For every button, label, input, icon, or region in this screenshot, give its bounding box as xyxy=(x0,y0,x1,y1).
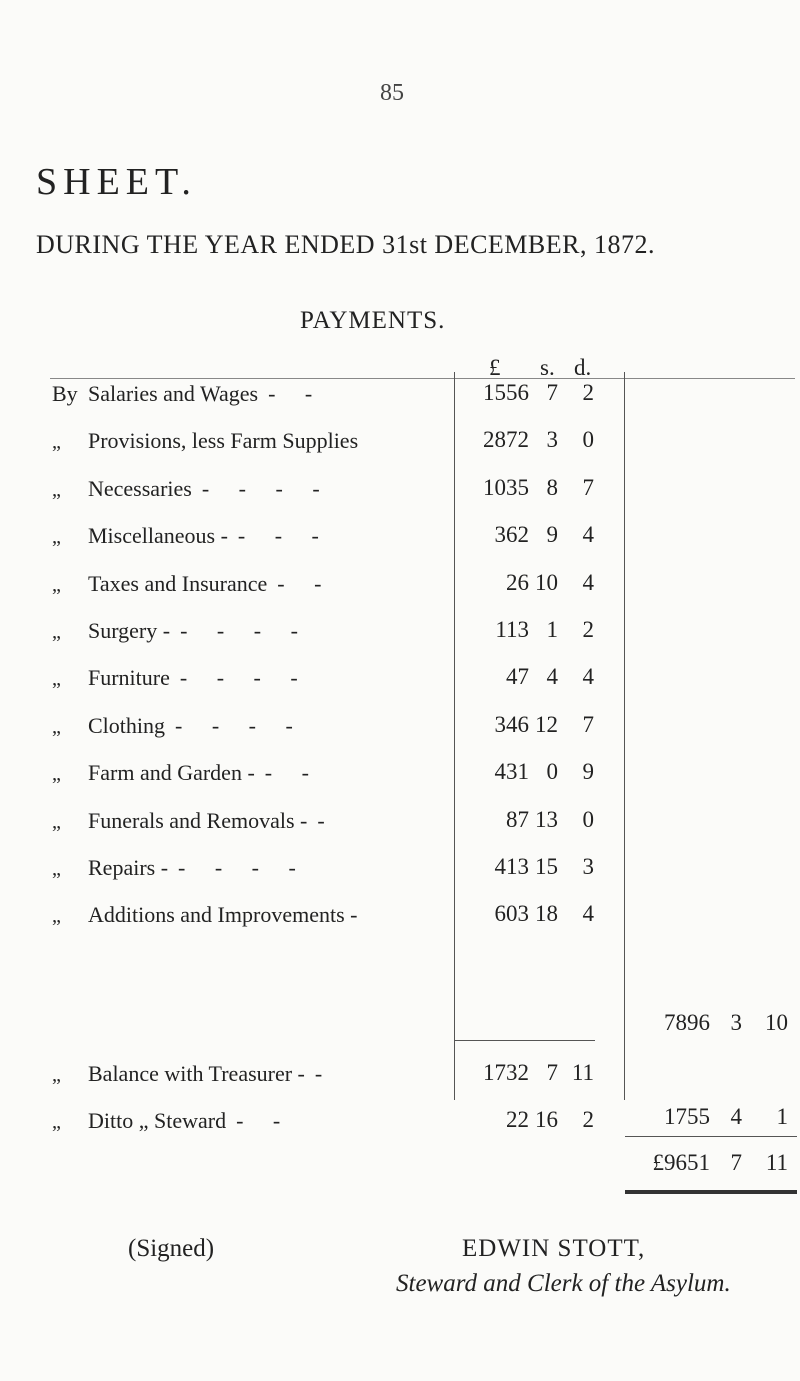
row-prefix: „ xyxy=(52,574,61,596)
row-description: Repairs - xyxy=(88,855,169,880)
row-description: Clothing xyxy=(88,713,166,738)
row-pounds: 22 xyxy=(506,1107,529,1132)
payment-row-label xyxy=(52,665,310,691)
column-divider-right xyxy=(624,372,625,1100)
row-shillings: 7 xyxy=(546,1060,558,1085)
row-pence: 4 xyxy=(582,901,594,926)
subtotal-payments-pounds: 7896 xyxy=(664,1010,710,1035)
grand-total-shillings: 7 xyxy=(730,1150,742,1175)
header-pounds: £ xyxy=(489,355,501,380)
row-pounds: 26 xyxy=(506,570,529,595)
row-pence: 4 xyxy=(582,570,594,595)
row-pounds: 1732 xyxy=(483,1060,529,1085)
row-leader: - - xyxy=(236,1108,293,1133)
page-number: 85 xyxy=(380,80,404,106)
row-prefix: „ xyxy=(52,479,61,501)
row-shillings: 16 xyxy=(535,1107,558,1132)
row-shillings: 3 xyxy=(546,427,558,452)
subtotal-payments-shillings: 3 xyxy=(730,1010,742,1035)
row-pounds: 87 xyxy=(506,807,529,832)
row-pounds: 47 xyxy=(506,664,529,689)
row-prefix: „ xyxy=(52,1064,61,1086)
grand-total-pounds: £9651 xyxy=(652,1150,710,1175)
row-pounds: 413 xyxy=(494,854,529,879)
subtotal-balances-pence: 1 xyxy=(776,1104,788,1129)
row-leader: - - - - xyxy=(179,665,310,690)
row-pence: 2 xyxy=(582,1107,594,1132)
payment-row-label xyxy=(52,381,324,407)
row-leader: - - xyxy=(277,571,334,596)
row-leader: - - - - xyxy=(201,476,332,501)
row-prefix: „ xyxy=(52,621,61,643)
row-shillings: 1 xyxy=(546,617,558,642)
row-leader: - - xyxy=(268,381,325,406)
row-prefix: „ xyxy=(52,811,61,833)
row-pounds: 1035 xyxy=(483,475,529,500)
row-shillings: 10 xyxy=(535,570,558,595)
row-leader: - - - xyxy=(237,523,331,548)
row-shillings: 13 xyxy=(535,807,558,832)
total-top-rule xyxy=(625,1136,797,1137)
signatory-title: Steward and Clerk of the Asylum. xyxy=(396,1270,731,1297)
row-shillings: 12 xyxy=(535,712,558,737)
row-pence: 7 xyxy=(582,475,594,500)
sheet-title: SHEET. xyxy=(36,161,197,203)
row-shillings: 4 xyxy=(546,664,558,689)
row-pence: 0 xyxy=(582,427,594,452)
balance-row-label xyxy=(52,1061,334,1087)
row-prefix: „ xyxy=(52,716,61,738)
signatory-name: EDWIN STOTT, xyxy=(462,1235,646,1262)
row-shillings: 7 xyxy=(546,380,558,405)
row-pounds: 431 xyxy=(494,759,529,784)
payment-row-label xyxy=(52,808,337,834)
total-double-rule xyxy=(625,1190,797,1194)
row-pounds: 2872 xyxy=(483,427,529,452)
section-title: PAYMENTS. xyxy=(300,307,446,334)
row-pence: 2 xyxy=(582,617,594,642)
row-leader: - xyxy=(314,1061,335,1086)
table-top-rule xyxy=(50,378,795,379)
row-description: Surgery - xyxy=(88,618,171,643)
payment-row-label xyxy=(52,476,332,502)
row-description: Miscellaneous - xyxy=(88,523,228,548)
subtotal-payments-pence: 10 xyxy=(765,1010,788,1035)
row-prefix: By xyxy=(52,381,78,406)
row-leader: - - - - xyxy=(175,713,305,738)
row-pence: 9 xyxy=(582,759,594,784)
row-prefix: „ xyxy=(52,526,61,548)
row-prefix: „ xyxy=(52,1111,61,1133)
row-leader: - - - - xyxy=(180,618,310,643)
subtitle: DURING THE YEAR ENDED 31st DECEMBER, 1872. xyxy=(36,230,655,259)
row-shillings: 15 xyxy=(535,854,558,879)
header-pence: d. xyxy=(574,355,592,380)
row-pounds: 346 xyxy=(494,712,529,737)
row-description: Provisions, less Farm Supplies xyxy=(88,428,359,453)
row-prefix: „ xyxy=(52,431,61,453)
grand-total-pence: 11 xyxy=(765,1150,788,1175)
row-pence: 3 xyxy=(582,854,594,879)
row-description: Necessaries xyxy=(88,476,192,501)
row-pounds: 1556 xyxy=(483,380,529,405)
column-divider-left xyxy=(454,372,455,1100)
row-shillings: 8 xyxy=(546,475,558,500)
row-description: Balance with Treasurer - xyxy=(88,1061,305,1086)
row-description: Taxes and Insurance xyxy=(88,571,268,596)
row-pence: 7 xyxy=(582,712,594,737)
row-pence: 0 xyxy=(582,807,594,832)
row-leader: - xyxy=(317,808,337,833)
payment-row-label xyxy=(52,855,308,881)
signed-label: (Signed) xyxy=(128,1235,215,1262)
row-pounds: 362 xyxy=(494,522,529,547)
payment-row-label xyxy=(52,523,331,549)
payment-row-label xyxy=(52,571,333,597)
row-prefix: „ xyxy=(52,858,61,880)
payment-row-label xyxy=(52,902,367,928)
row-description: Farm and Garden - xyxy=(88,760,255,785)
subtotal-rule xyxy=(455,1040,595,1041)
payment-row-label xyxy=(52,760,321,786)
row-description: Ditto „ Steward xyxy=(88,1108,227,1133)
payment-row-label xyxy=(52,428,368,454)
row-description: Salaries and Wages xyxy=(88,381,259,406)
header-shillings: s. xyxy=(540,355,555,380)
row-prefix: „ xyxy=(52,668,61,690)
row-prefix: „ xyxy=(52,905,61,927)
subtotal-balances-pounds: 1755 xyxy=(664,1104,710,1129)
payment-row-label xyxy=(52,618,310,644)
row-pence: 4 xyxy=(582,664,594,689)
subtotal-balances-shillings: 4 xyxy=(730,1104,742,1129)
balance-row-label xyxy=(52,1108,292,1134)
row-description: Funerals and Removals - xyxy=(88,808,308,833)
row-pence: 2 xyxy=(582,380,594,405)
row-shillings: 18 xyxy=(535,901,558,926)
row-pence: 4 xyxy=(582,522,594,547)
row-leader: - - - - xyxy=(178,855,308,880)
row-prefix: „ xyxy=(52,763,61,785)
row-pounds: 603 xyxy=(494,901,529,926)
row-pounds: 113 xyxy=(495,617,529,642)
row-pence: 11 xyxy=(571,1060,594,1085)
row-leader: - - xyxy=(264,760,321,785)
row-shillings: 0 xyxy=(546,759,558,784)
row-description: Furniture xyxy=(88,665,170,690)
row-shillings: 9 xyxy=(546,522,558,547)
payment-row-label xyxy=(52,713,305,739)
row-description: Additions and Improvements - xyxy=(88,902,358,927)
